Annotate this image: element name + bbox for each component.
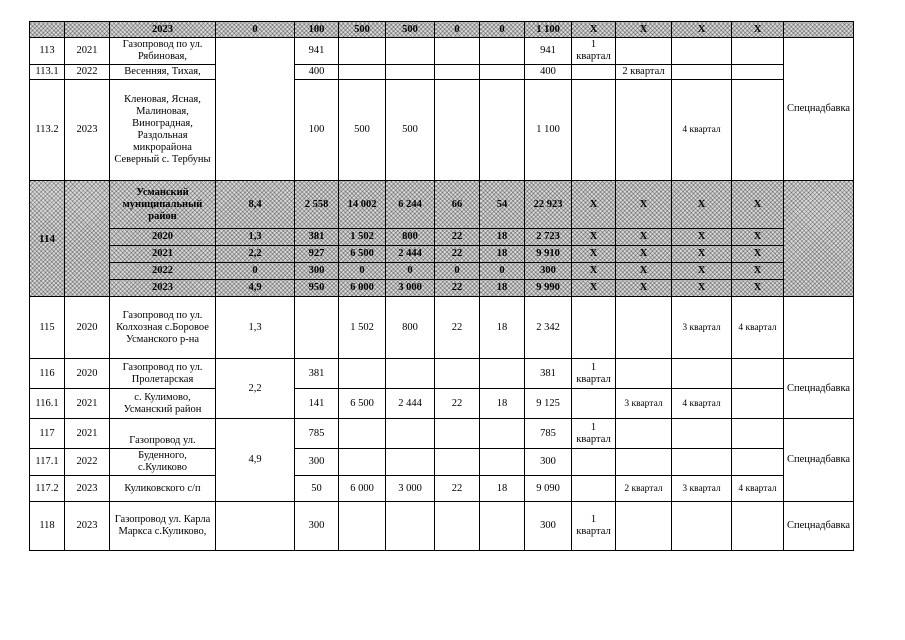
total: 381 (525, 359, 572, 389)
row-id: 117.2 (30, 476, 65, 502)
quarter-1 (572, 389, 616, 419)
value-2: 500 (339, 80, 386, 181)
value-1: 50 (295, 476, 339, 502)
table-row (30, 297, 854, 359)
quarter-1: 1 квартал (572, 419, 616, 449)
table-row (30, 280, 854, 297)
value-3: 2 444 (386, 246, 435, 263)
value-5: 54 (480, 181, 525, 229)
value-5: 18 (480, 297, 525, 359)
length-km: 8,4 (216, 181, 295, 229)
quarter-4 (732, 65, 784, 80)
quarter-3: 4 квартал (672, 80, 732, 181)
value-4 (435, 38, 480, 65)
row-year: 2023 (65, 502, 110, 551)
row-year: 2020 (65, 297, 110, 359)
total: 300 (525, 449, 572, 476)
value-2: 6 000 (339, 476, 386, 502)
quarter-3 (672, 449, 732, 476)
row-year: 2023 (65, 80, 110, 181)
quarter-3 (672, 502, 732, 551)
value-4 (435, 502, 480, 551)
quarter-4 (732, 38, 784, 65)
quarter-3: X (672, 263, 732, 280)
quarter-2 (616, 297, 672, 359)
value-2: 14 002 (339, 181, 386, 229)
value-2 (339, 38, 386, 65)
value-2: 6 500 (339, 389, 386, 419)
quarter-1: X (572, 280, 616, 297)
value-2: 500 (339, 22, 386, 38)
value-2 (339, 359, 386, 389)
object-name: Кленовая, Ясная, Малиновая, Виноградная, Раздольная микрорайона Северный с. Тербуны (110, 80, 216, 181)
quarter-3: 3 квартал (672, 297, 732, 359)
length-km: 4,9 (216, 280, 295, 297)
value-2: 6 000 (339, 280, 386, 297)
quarter-1: 1 квартал (572, 359, 616, 389)
quarter-1: X (572, 263, 616, 280)
value-3 (386, 65, 435, 80)
value-4: 22 (435, 389, 480, 419)
quarter-3 (672, 359, 732, 389)
value-3: 800 (386, 229, 435, 246)
quarter-4 (732, 502, 784, 551)
value-1: 941 (295, 38, 339, 65)
total: 941 (525, 38, 572, 65)
row-id: 118 (30, 502, 65, 551)
quarter-3 (672, 65, 732, 80)
row-id: 116 (30, 359, 65, 389)
value-4: 66 (435, 181, 480, 229)
quarter-2: X (616, 229, 672, 246)
table-row (30, 389, 854, 419)
value-1: 300 (295, 263, 339, 280)
quarter-3: X (672, 181, 732, 229)
table-row (30, 359, 854, 389)
value-3: 2 444 (386, 389, 435, 419)
note (784, 297, 854, 359)
quarter-4: 4 квартал (732, 476, 784, 502)
quarter-3 (672, 419, 732, 449)
value-1: 381 (295, 359, 339, 389)
quarter-1: X (572, 246, 616, 263)
quarter-2 (616, 359, 672, 389)
row-id: 117 (30, 419, 65, 449)
length-km (216, 502, 295, 551)
table-row (30, 80, 854, 181)
object-name: с. Кулимово, Усманский район (110, 389, 216, 419)
quarter-2 (616, 502, 672, 551)
value-1: 381 (295, 229, 339, 246)
table-row (30, 22, 854, 38)
row-id: 117.1 (30, 449, 65, 476)
value-5: 18 (480, 229, 525, 246)
value-4: 22 (435, 297, 480, 359)
value-5 (480, 65, 525, 80)
value-5 (480, 80, 525, 181)
quarter-2 (616, 80, 672, 181)
quarter-4 (732, 389, 784, 419)
object-name: Газопровод ул. (110, 419, 216, 449)
quarter-4 (732, 359, 784, 389)
value-5: 18 (480, 389, 525, 419)
value-1: 300 (295, 502, 339, 551)
total: 9 910 (525, 246, 572, 263)
object-name: Газопровод по ул. Колхозная с.Боровое Усманского р-на (110, 297, 216, 359)
value-4: 22 (435, 229, 480, 246)
quarter-1: X (572, 22, 616, 38)
length-km: 2,2 (216, 359, 295, 419)
value-2 (339, 502, 386, 551)
value-4 (435, 419, 480, 449)
subtotal-year: 2023 (110, 280, 216, 297)
value-2 (339, 449, 386, 476)
table-row (30, 263, 854, 280)
value-2 (339, 65, 386, 80)
table-row (30, 246, 854, 263)
quarter-1: 1 квартал (572, 38, 616, 65)
quarter-3: 4 квартал (672, 389, 732, 419)
value-5: 18 (480, 280, 525, 297)
total: 785 (525, 419, 572, 449)
subtotal-year: 2022 (110, 263, 216, 280)
quarter-4: X (732, 280, 784, 297)
investment-table (29, 21, 854, 551)
value-1: 100 (295, 22, 339, 38)
value-1: 300 (295, 449, 339, 476)
total: 300 (525, 263, 572, 280)
row-year: 2020 (65, 359, 110, 389)
district-name: Усманский муниципальный район (110, 181, 216, 229)
value-5 (480, 449, 525, 476)
row-id: 115 (30, 297, 65, 359)
value-2: 0 (339, 263, 386, 280)
value-3: 500 (386, 80, 435, 181)
quarter-2: 2 квартал (616, 476, 672, 502)
value-5 (480, 359, 525, 389)
value-3: 800 (386, 297, 435, 359)
quarter-1: X (572, 229, 616, 246)
quarter-4: X (732, 22, 784, 38)
note: Спецнадбавка (784, 359, 854, 419)
quarter-1: 1 квартал (572, 502, 616, 551)
length-km: 1,3 (216, 229, 295, 246)
value-3: 6 244 (386, 181, 435, 229)
subtotal-year: 2023 (110, 22, 216, 38)
table-row (30, 229, 854, 246)
row-year: 2021 (65, 419, 110, 449)
value-3: 3 000 (386, 476, 435, 502)
value-2: 1 502 (339, 229, 386, 246)
row-id: 116.1 (30, 389, 65, 419)
row-year (65, 22, 110, 38)
quarter-3: X (672, 22, 732, 38)
value-1: 950 (295, 280, 339, 297)
total: 1 100 (525, 22, 572, 38)
table-row (30, 449, 854, 476)
row-year (65, 181, 110, 297)
total: 400 (525, 65, 572, 80)
value-5 (480, 38, 525, 65)
row-id: 113.1 (30, 65, 65, 80)
total: 300 (525, 502, 572, 551)
value-5: 0 (480, 263, 525, 280)
quarter-1 (572, 476, 616, 502)
value-1: 141 (295, 389, 339, 419)
quarter-4: X (732, 263, 784, 280)
value-1: 785 (295, 419, 339, 449)
value-4: 22 (435, 280, 480, 297)
object-name: Газопровод по ул. Рябиновая, (110, 38, 216, 65)
object-name: Газопровод по ул. Пролетарская (110, 359, 216, 389)
value-3: 3 000 (386, 280, 435, 297)
quarter-4: X (732, 229, 784, 246)
quarter-3: 3 квартал (672, 476, 732, 502)
object-name: Куликовского с/п (110, 476, 216, 502)
length-km: 1,3 (216, 297, 295, 359)
quarter-2: X (616, 246, 672, 263)
note: Спецнадбавка (784, 502, 854, 551)
value-3 (386, 359, 435, 389)
quarter-2 (616, 449, 672, 476)
row-id: 114 (30, 181, 65, 297)
quarter-1 (572, 449, 616, 476)
quarter-3 (672, 38, 732, 65)
table-row (30, 181, 854, 229)
subtotal-year: 2020 (110, 229, 216, 246)
quarter-4 (732, 80, 784, 181)
quarter-3: X (672, 229, 732, 246)
quarter-2: X (616, 22, 672, 38)
value-5 (480, 419, 525, 449)
note: Спецнадбавка (784, 419, 854, 502)
total: 9 125 (525, 389, 572, 419)
value-4: 0 (435, 263, 480, 280)
value-4: 22 (435, 476, 480, 502)
value-2 (339, 419, 386, 449)
table-row (30, 419, 854, 449)
value-4 (435, 359, 480, 389)
value-3: 500 (386, 22, 435, 38)
total: 1 100 (525, 80, 572, 181)
quarter-1 (572, 65, 616, 80)
value-1: 400 (295, 65, 339, 80)
quarter-1 (572, 80, 616, 181)
object-name: Весенняя, Тихая, (110, 65, 216, 80)
total: 22 923 (525, 181, 572, 229)
value-1: 2 558 (295, 181, 339, 229)
table-row (30, 476, 854, 502)
quarter-3: X (672, 246, 732, 263)
value-3 (386, 502, 435, 551)
quarter-4: X (732, 246, 784, 263)
table-row (30, 502, 854, 551)
value-4: 22 (435, 246, 480, 263)
table-row (30, 38, 854, 65)
value-5: 0 (480, 22, 525, 38)
quarter-2: 3 квартал (616, 389, 672, 419)
object-name: Буденного, с.Куликово (110, 449, 216, 476)
length-km: 0 (216, 22, 295, 38)
quarter-2 (616, 38, 672, 65)
value-5 (480, 502, 525, 551)
value-3: 0 (386, 263, 435, 280)
value-3 (386, 38, 435, 65)
quarter-3: X (672, 280, 732, 297)
row-year: 2021 (65, 38, 110, 65)
value-5: 18 (480, 246, 525, 263)
quarter-2: X (616, 181, 672, 229)
row-id: 113.2 (30, 80, 65, 181)
quarter-1: X (572, 181, 616, 229)
value-1 (295, 297, 339, 359)
row-year: 2021 (65, 389, 110, 419)
quarter-2: 2 квартал (616, 65, 672, 80)
total: 2 342 (525, 297, 572, 359)
quarter-4: 4 квартал (732, 297, 784, 359)
length-km (216, 38, 295, 181)
note (784, 22, 854, 38)
quarter-1 (572, 297, 616, 359)
row-year: 2023 (65, 476, 110, 502)
quarter-4 (732, 419, 784, 449)
quarter-2 (616, 419, 672, 449)
value-1: 927 (295, 246, 339, 263)
note (784, 181, 854, 297)
quarter-4 (732, 449, 784, 476)
quarter-4: X (732, 181, 784, 229)
value-3 (386, 419, 435, 449)
quarter-2: X (616, 280, 672, 297)
row-year: 2022 (65, 449, 110, 476)
value-4 (435, 449, 480, 476)
value-4 (435, 80, 480, 181)
length-km: 2,2 (216, 246, 295, 263)
value-1: 100 (295, 80, 339, 181)
row-year: 2022 (65, 65, 110, 80)
value-2: 1 502 (339, 297, 386, 359)
total: 9 090 (525, 476, 572, 502)
value-2: 6 500 (339, 246, 386, 263)
value-5: 18 (480, 476, 525, 502)
total: 2 723 (525, 229, 572, 246)
table-row (30, 65, 854, 80)
length-km: 0 (216, 263, 295, 280)
note: Спецнадбавка (784, 38, 854, 181)
length-km: 4,9 (216, 419, 295, 502)
quarter-2: X (616, 263, 672, 280)
value-4: 0 (435, 22, 480, 38)
object-name: Газопровод ул. Карла Маркса с.Куликово, (110, 502, 216, 551)
value-3 (386, 449, 435, 476)
row-id: 113 (30, 38, 65, 65)
row-id (30, 22, 65, 38)
subtotal-year: 2021 (110, 246, 216, 263)
total: 9 990 (525, 280, 572, 297)
value-4 (435, 65, 480, 80)
